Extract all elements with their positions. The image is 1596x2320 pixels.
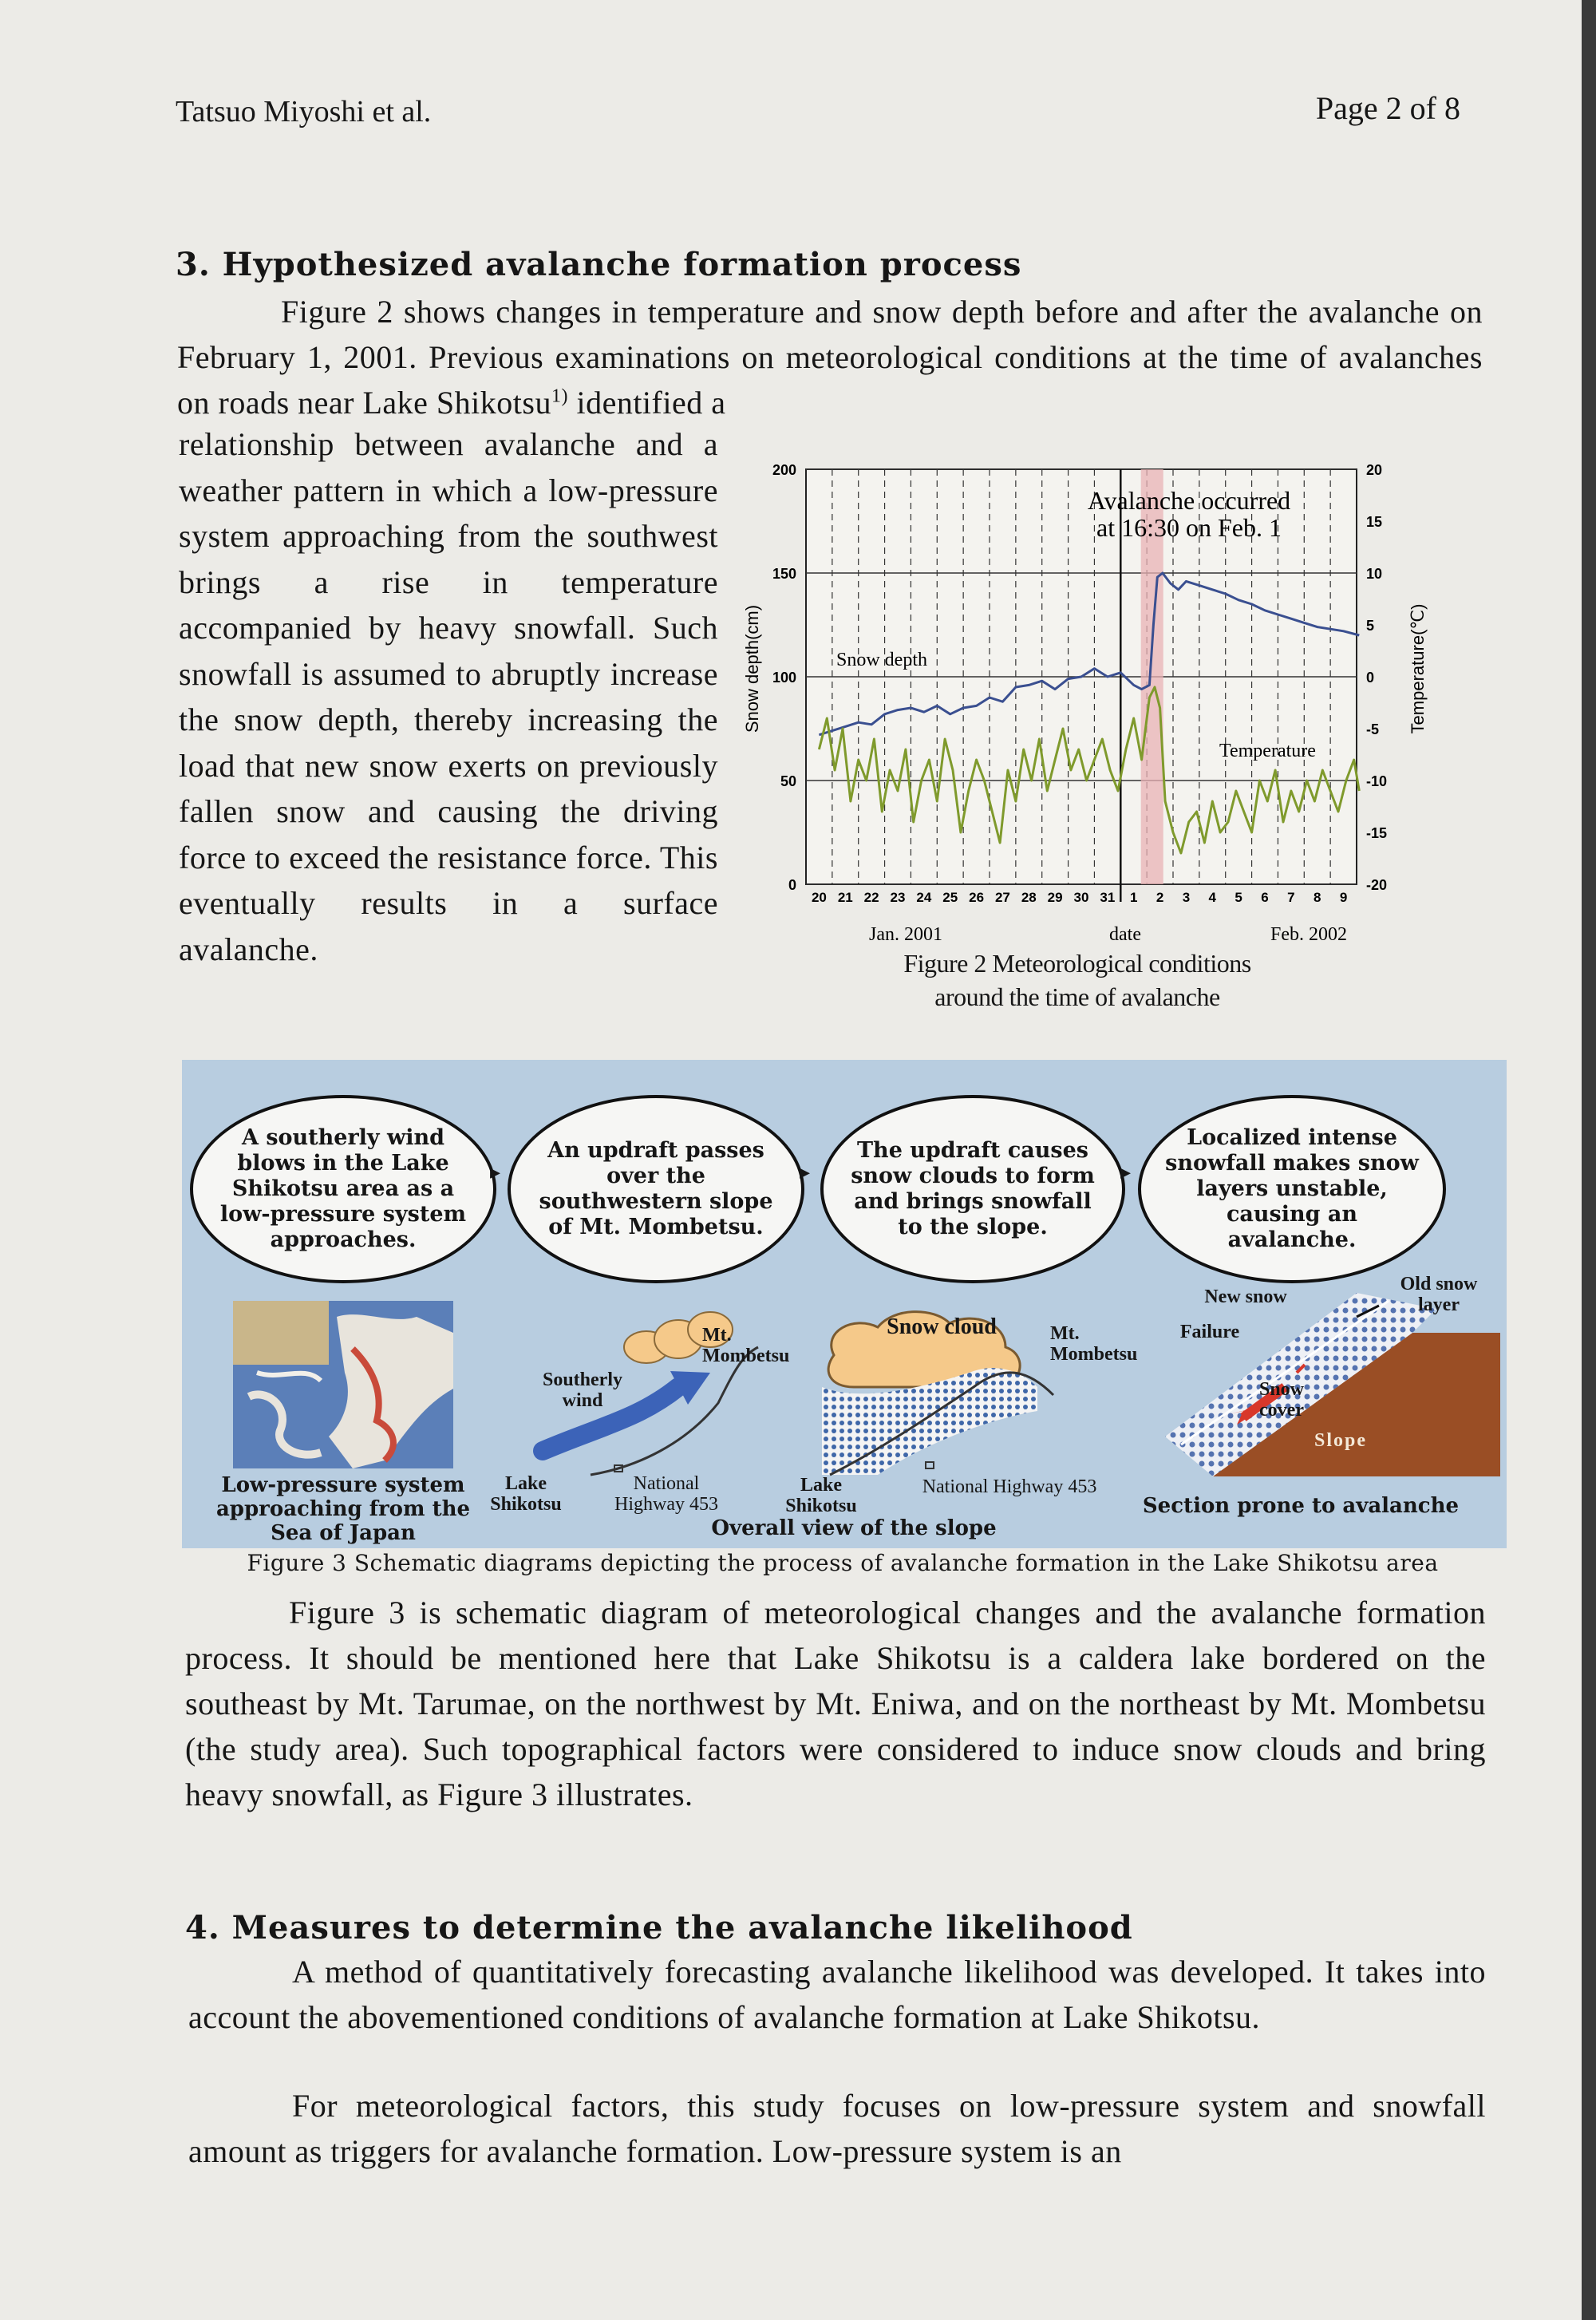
avalanche-annotation-line-2: at 16:30 on Feb. 1 bbox=[1096, 513, 1282, 542]
new-snow-label: New snow bbox=[1204, 1286, 1287, 1307]
southerly-wind-label: Southerly wind bbox=[542, 1369, 622, 1411]
avalanche-annotation-line-1: Avalanche occurred bbox=[1087, 486, 1291, 515]
failure-label: Failure bbox=[1179, 1322, 1240, 1342]
snow-depth-series-label: Snow depth bbox=[836, 650, 927, 670]
x-tick: 8 bbox=[1313, 890, 1321, 905]
y-tick-right: 5 bbox=[1366, 618, 1375, 634]
snow-cover-label: Snow cover bbox=[1258, 1379, 1305, 1421]
process-bubble-1: A southerly wind blows in the Lake Shikotsu area as a low-pressure system approaches. bbox=[190, 1095, 496, 1283]
x-tick: 29 bbox=[1047, 890, 1063, 905]
section-3-text-end: identified a bbox=[567, 385, 726, 421]
x-tick: 21 bbox=[837, 890, 853, 905]
y-tick-right: 15 bbox=[1366, 514, 1383, 530]
figure-2-caption-line-1: Figure 2 Meteorological conditions bbox=[903, 949, 1251, 978]
figure-3-paragraph: Figure 3 is schematic diagram of meteorological changes and the avalanche formation process. It should be mentioned here that Lake Shikotsu is a caldera lake bordered on the southeast by Mt. Tarumae, on the northwest by Mt. Eniwa, and on the northeast by Mt. Mombetsu (the study area). Such topographical factors were considered to induce snow clouds and bring heavy snowfall, as Figure 3 illustrates. bbox=[185, 1595, 1486, 1812]
section-3-title: 3. Hypothesized avalanche formation process bbox=[176, 246, 1022, 283]
month-label-jan: Jan. 2001 bbox=[869, 924, 942, 945]
mt-mombetsu-label-1: Mt. Mombetsu bbox=[702, 1325, 790, 1366]
slope-label: Slope bbox=[1314, 1430, 1367, 1451]
x-tick: 4 bbox=[1208, 890, 1217, 905]
arrow-icon: ▸ bbox=[490, 1160, 501, 1184]
x-tick: 7 bbox=[1287, 890, 1295, 905]
x-tick: 31 bbox=[1100, 890, 1116, 905]
mt-mombetsu-label-2: Mt. Mombetsu bbox=[1050, 1323, 1138, 1365]
lake-shikotsu-label-1: Lake Shikotsu bbox=[490, 1473, 562, 1515]
x-tick: 5 bbox=[1235, 890, 1242, 905]
x-tick: 6 bbox=[1261, 890, 1269, 905]
figure-2-chart bbox=[734, 453, 1428, 945]
old-snow-layer-label: Old snow layer bbox=[1400, 1274, 1478, 1315]
x-tick: 30 bbox=[1073, 890, 1089, 905]
section-4-paragraph-1: A method of quantitatively forecasting avalanche likelihood was developed. It takes into account the abovementioned conditions of avalanche formation at Lake Shikotsu. bbox=[188, 1954, 1486, 2035]
section-3-paragraph-wrap: relationship between avalanche and a weather pattern in which a low-pressure system approaching from the southwest brings a rise in temperature accompanied by heavy snowfall. Such snowfall is assumed to abruptly increase the snow depth, thereby increasing the load that new snow exerts on previously fallen snow and causing the driving force to exceed the resistance force. This eventually results in a surface avalanche. bbox=[179, 426, 718, 967]
y-tick-left: 200 bbox=[772, 462, 796, 478]
x-tick: 20 bbox=[811, 890, 827, 905]
y-tick-left: 150 bbox=[772, 566, 796, 582]
highway-label-2: National Highway 453 bbox=[922, 1476, 1097, 1497]
y-tick-left: 0 bbox=[788, 877, 796, 893]
figure-2-caption-line-2: around the time of avalanche bbox=[934, 982, 1220, 1011]
y-axis-label-right: Temperature(℃) bbox=[1408, 603, 1428, 734]
section-3-paragraph-full bbox=[177, 289, 1483, 425]
month-label-feb: Feb. 2002 bbox=[1270, 924, 1347, 945]
y-tick-right: -10 bbox=[1366, 773, 1388, 789]
temperature-series-label: Temperature bbox=[1219, 741, 1316, 761]
highway-label-1: National Highway 453 bbox=[614, 1473, 718, 1515]
lake-shikotsu-label-2: Lake Shikotsu bbox=[785, 1475, 857, 1516]
snow-cloud-label: Snow cloud bbox=[887, 1314, 997, 1339]
x-tick: 23 bbox=[890, 890, 906, 905]
y-tick-right: -15 bbox=[1366, 825, 1388, 841]
running-header-author: Tatsuo Miyoshi et al. bbox=[176, 95, 432, 128]
y-tick-right: 20 bbox=[1366, 462, 1383, 478]
x-tick: 24 bbox=[916, 890, 932, 905]
arrow-icon: ▸ bbox=[1120, 1160, 1132, 1184]
process-bubble-2: An updraft passes over the southwestern slope of Mt. Mombetsu. bbox=[508, 1095, 804, 1283]
y-tick-right: 10 bbox=[1366, 566, 1383, 582]
y-tick-left: 100 bbox=[772, 670, 796, 686]
x-tick: 27 bbox=[994, 890, 1010, 905]
arrow-icon: ▸ bbox=[800, 1160, 811, 1184]
process-bubble-4: Localized intense snowfall makes snow layers unstable, causing an avalanche. bbox=[1138, 1095, 1446, 1283]
x-tick: 26 bbox=[969, 890, 985, 905]
y-tick-left: 50 bbox=[780, 773, 796, 789]
section-3-text: Figure 2 shows changes in temperature and snow depth before and after the avalanche on February 1, 2001. Previous examinations on meteorological conditions at the time of avalanches on roads near Lake Shikotsu bbox=[177, 294, 1483, 421]
section-4-paragraph-2: For meteorological factors, this study focuses on low-pressure system and snowfall amount as triggers for avalanche formation. Low-pressure system is an bbox=[188, 2088, 1486, 2169]
process-bubble-3: The updraft causes snow clouds to form and brings snowfall to the slope. bbox=[820, 1095, 1125, 1283]
page-number: Page 2 of 8 bbox=[1315, 90, 1460, 126]
x-tick: 28 bbox=[1021, 890, 1037, 905]
y-tick-right: -5 bbox=[1366, 721, 1380, 737]
x-tick: 3 bbox=[1182, 890, 1191, 905]
section-4-title: 4. Measures to determine the avalanche likelihood bbox=[185, 1909, 1133, 1947]
reference-superscript: 1) bbox=[551, 385, 568, 407]
x-tick: 2 bbox=[1156, 890, 1164, 905]
page-edge bbox=[1582, 0, 1596, 2320]
section-prone-label: Section prone to avalanche bbox=[1142, 1494, 1460, 1518]
y-axis-label-left: Snow depth(cm) bbox=[742, 604, 762, 733]
map-label: Low-pressure system approaching from the Sea of Japan bbox=[215, 1473, 471, 1545]
japan-weather-map bbox=[233, 1301, 453, 1468]
x-axis-label: date bbox=[1109, 924, 1141, 945]
x-tick: 25 bbox=[942, 890, 958, 905]
x-tick: 22 bbox=[863, 890, 879, 905]
x-tick: 1 bbox=[1129, 890, 1138, 905]
figure-3-caption: Figure 3 Schematic diagrams depicting the process of avalanche formation in the Lake Shikotsu area bbox=[247, 1550, 1439, 1576]
x-tick: 9 bbox=[1339, 890, 1348, 905]
overall-view-label: Overall view of the slope bbox=[711, 1516, 997, 1540]
figure-2-caption bbox=[798, 947, 1357, 1014]
y-tick-right: 0 bbox=[1366, 670, 1375, 686]
y-tick-right: -20 bbox=[1366, 877, 1388, 893]
